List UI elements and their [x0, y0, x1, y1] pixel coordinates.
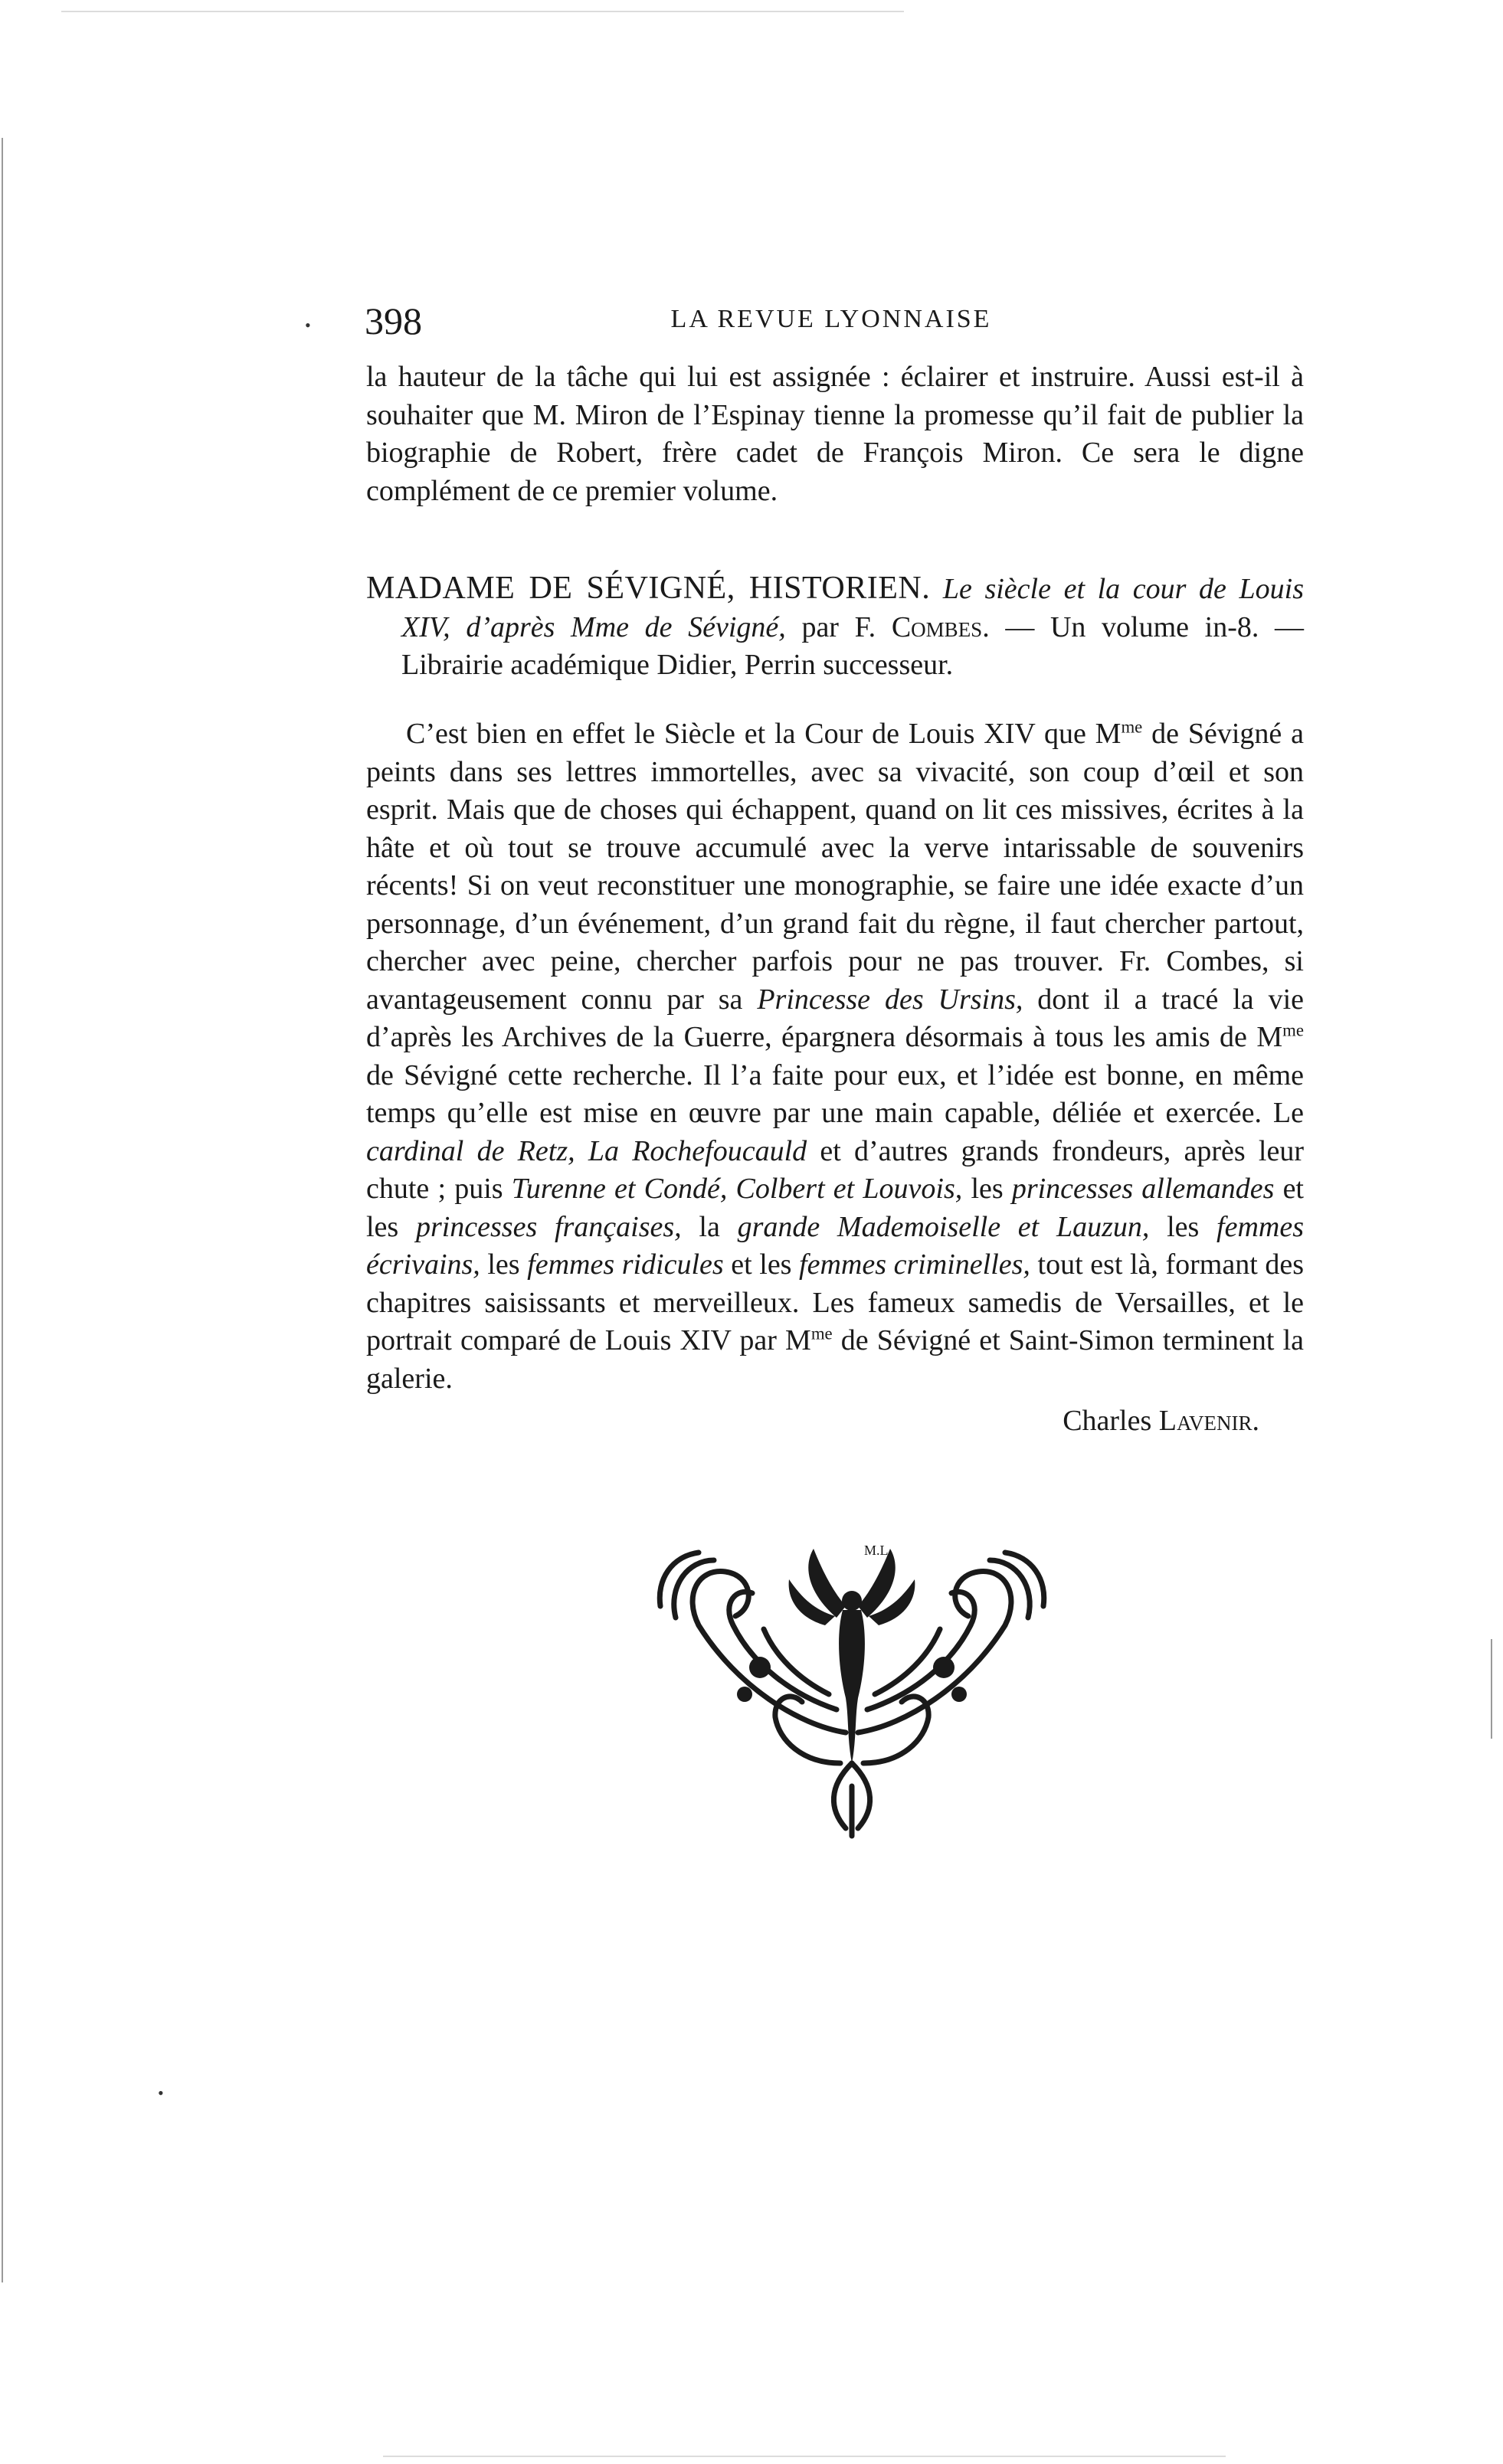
- chapter-title: femmes criminelles,: [799, 1248, 1030, 1281]
- review-subtitle: Le siècle et la cour de Louis XIV, d’après Mme de Sévigné,: [401, 573, 1305, 643]
- chapter-title: princesses allemandes: [1011, 1173, 1275, 1205]
- body-segment: de Sévigné a peints dans ses lettres immortelles, avec sa vivacité, son coup d’œil et son esprit. Mais que de choses qui échappent, quand on lit ces missives, écrites à la hâte et où tout se trouve accumulé avec la verve intarissable de souvenirs récents! Si on veut reconstituer une monographie, se faire une idée exacte d’un personnage, d’un événement, d’un grand fait du règne, il faut chercher partout, chercher avec peine, chercher parfois pour ne pas trouver. Fr. Combes, si avantageusement connu par sa: [366, 718, 1305, 1016]
- review-details: — Un volume in-8. — Librairie académique Didier, Perrin successeur.: [401, 610, 1305, 681]
- opening-paragraph-block: [366, 358, 1304, 510]
- ornament-monogram: M.L.: [864, 1543, 892, 1558]
- body-segment: les: [480, 1248, 528, 1281]
- review-body-block: [366, 715, 1304, 1441]
- chapter-title: princesses françaises,: [415, 1210, 682, 1243]
- body-segment: dont il a tracé la vie d’après les Archives de la Guerre, épargnera désormais à tous les amis de M: [366, 983, 1304, 1053]
- review-body: [366, 715, 1304, 1398]
- body-segment: C’est bien en effet le Siècle et la Cour de Louis XIV que M: [406, 718, 1122, 750]
- review-author: Combes.: [891, 610, 990, 643]
- signature: [366, 1402, 1304, 1441]
- mme-superscript: me: [1282, 1020, 1304, 1040]
- body-segment: de Sévigné cette recherche. Il l’a faite pour eux, et l’idée est bonne, en même temps qu’elle est mise en œuvre par une main capable, déliée et exercée. Le: [366, 1059, 1304, 1129]
- opening-paragraph: la hauteur de la tâche qui lui est assignée : éclairer et instruire. Aussi est-il à souhaiter que M. Miron de l’Espinay tienne la promesse qu’il fait de publier la biographie de Robert, frère cadet de François Miron. Ce sera le digne complément de ce premier volume.: [366, 361, 1304, 507]
- body-segment: les: [962, 1173, 1012, 1205]
- chapter-title: femmes écrivains,: [366, 1210, 1304, 1281]
- chapter-title: grande Mademoiselle et Lauzun,: [737, 1210, 1150, 1243]
- scan-edge-left: [2, 138, 3, 2282]
- running-head: [359, 299, 1304, 345]
- book-title: Princesse des Ursins,: [757, 983, 1023, 1016]
- mme-superscript: me: [1121, 717, 1143, 737]
- body-segment: tout est là, formant des chapitres saisissants et merveilleux. Les fameux samedis de Versailles, et le portrait comparé de Louis XIV par M: [366, 1248, 1304, 1356]
- mme-superscript: me: [810, 1324, 833, 1343]
- body-segment: de Sévigné et Saint-Simon terminent la galerie.: [366, 1324, 1305, 1395]
- journal-title: LA REVUE LYONNAISE: [670, 305, 992, 333]
- body-segment: et les: [723, 1248, 800, 1281]
- margin-mark-bottom: •: [158, 2083, 164, 2102]
- review-par: par F.: [801, 610, 876, 643]
- body-segment: et d’autres grands frondeurs, après leur chute ; puis: [366, 1134, 1304, 1205]
- review-heading-block: [366, 570, 1304, 685]
- body-segment: la: [681, 1210, 738, 1243]
- chapter-title: cardinal de Retz, La Rochefoucauld: [366, 1134, 807, 1167]
- body-segment: les: [1149, 1210, 1217, 1243]
- scan-edge-bottom: [383, 2456, 1226, 2457]
- body-segment: et les: [366, 1173, 1304, 1243]
- review-heading: [366, 570, 1304, 685]
- signature-last-name: Lavenir.: [1158, 1405, 1259, 1437]
- page-number: 398: [365, 299, 422, 342]
- ornament-figure-icon: [645, 1533, 1059, 1840]
- margin-mark-top: •: [305, 316, 311, 335]
- chapter-title: Turenne et Condé, Colbert et Louvois,: [511, 1173, 963, 1205]
- chapter-title: femmes ridicules: [527, 1248, 724, 1281]
- scan-edge-top: [61, 11, 904, 12]
- signature-first-name: Charles: [1063, 1405, 1152, 1437]
- scan-edge-right: [1491, 1639, 1492, 1739]
- review-title: MADAME DE SÉVIGNÉ, HISTORIEN.: [366, 571, 931, 606]
